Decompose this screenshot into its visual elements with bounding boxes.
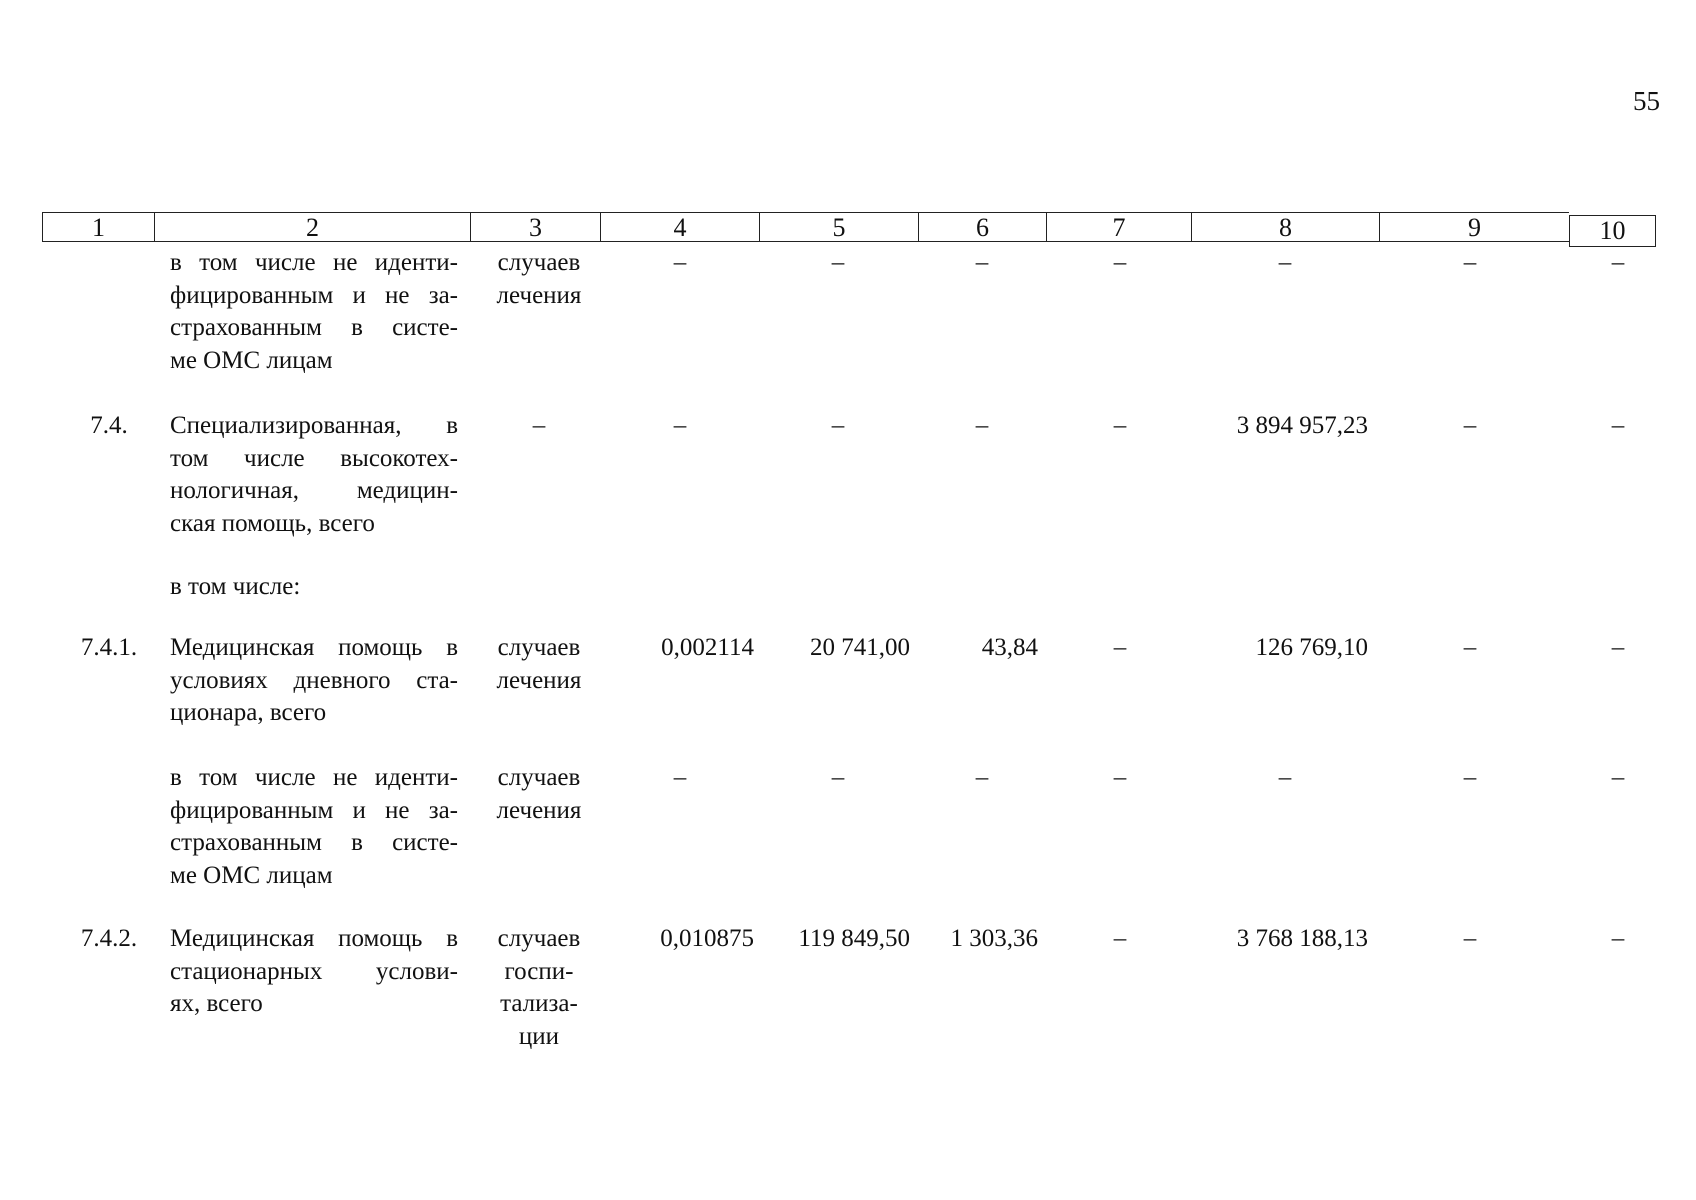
description-line: ская помощь, всего: [170, 509, 375, 537]
header-col-8: 8: [1191, 212, 1379, 242]
description-line: Медицинская помощь в: [170, 634, 458, 661]
cell-col-9: –: [1463, 925, 1477, 952]
cell-col-5: –: [831, 249, 845, 276]
cell-col-10: –: [1611, 925, 1625, 952]
row-description: [170, 410, 458, 540]
cell-col-6: –: [975, 764, 989, 791]
description-line: ме ОМС лицам: [170, 346, 333, 374]
header-col-2: 2: [154, 212, 470, 242]
cell-col-7: –: [1113, 925, 1127, 952]
description-line: страхованным в систе-: [170, 829, 458, 856]
cell-col-6: 1 303,36: [950, 925, 1038, 952]
cell-col-7: –: [1113, 249, 1127, 276]
description-line: фицированным и не за-: [170, 796, 458, 824]
unit-line: случаев: [497, 764, 581, 791]
cell-col-9: –: [1463, 764, 1477, 791]
cell-col-4: –: [673, 249, 687, 276]
description-line: Специализированная, в: [170, 412, 458, 439]
cell-col-7: –: [1113, 764, 1127, 791]
row-description: [170, 571, 458, 604]
header-col-6: 6: [918, 212, 1046, 242]
unit-line: –: [532, 412, 546, 439]
description-line: ме ОМС лицам: [170, 861, 333, 889]
header-col-5: 5: [759, 212, 918, 242]
cell-col-6: –: [975, 249, 989, 276]
description-line: нологичная, медицин-: [170, 477, 458, 504]
unit-line: случаев: [497, 925, 581, 952]
cell-col-9: –: [1463, 249, 1477, 276]
unit-line: лечения: [496, 796, 582, 824]
unit-line: госпи-: [504, 957, 574, 985]
row-unit: [476, 632, 602, 697]
cell-col-9: –: [1463, 634, 1477, 661]
cell-col-10: –: [1611, 412, 1625, 439]
cell-col-9: –: [1463, 412, 1477, 439]
unit-line: случаев: [497, 249, 581, 276]
cell-col-8: –: [1278, 249, 1292, 276]
cell-col-10: –: [1611, 764, 1625, 791]
cell-col-7: –: [1113, 412, 1127, 439]
description-line: том числе высокотех-: [170, 444, 458, 472]
row-number: 7.4.: [90, 412, 128, 439]
header-col-4: 4: [600, 212, 759, 242]
description-line: в том числе не иденти-: [170, 764, 458, 791]
unit-line: лечения: [496, 666, 582, 694]
unit-line: лечения: [496, 281, 582, 309]
row-description: [170, 923, 458, 1021]
row-unit: [476, 247, 602, 312]
cell-col-10: –: [1611, 634, 1625, 661]
cell-col-4: 0,010875: [660, 925, 754, 952]
row-unit: [476, 923, 602, 1053]
header-col-1: 1: [42, 212, 154, 242]
row-unit: [476, 410, 602, 443]
description-line: Медицинская помощь в: [170, 925, 458, 952]
row-number: 7.4.2.: [80, 925, 138, 952]
description-line: фицированным и не за-: [170, 281, 458, 309]
cell-col-6: 43,84: [981, 634, 1038, 661]
cell-col-8: 126 769,10: [1255, 634, 1368, 661]
unit-line: тализа-: [500, 990, 578, 1017]
header-col-7: 7: [1046, 212, 1191, 242]
row-number: 7.4.1.: [80, 634, 138, 661]
row-description: [170, 762, 458, 892]
unit-line: случаев: [497, 634, 581, 661]
row-description: [170, 632, 458, 730]
cell-col-5: 20 741,00: [810, 634, 910, 661]
row-description: [170, 247, 458, 377]
header-col-3: 3: [470, 212, 600, 242]
description-line: условиях дневного ста-: [170, 666, 458, 694]
table-header: [42, 212, 1654, 244]
description-line: в том числе:: [170, 573, 301, 600]
cell-col-8: 3 768 188,13: [1236, 925, 1368, 952]
header-col-10: 10: [1569, 215, 1656, 247]
description-line: страхованным в систе-: [170, 314, 458, 341]
cell-col-8: –: [1278, 764, 1292, 791]
cell-col-5: –: [831, 412, 845, 439]
header-col-9: 9: [1379, 212, 1569, 242]
unit-line: ции: [518, 1022, 560, 1050]
cell-col-4: 0,002114: [661, 634, 754, 661]
cell-col-6: –: [975, 412, 989, 439]
cell-col-7: –: [1113, 634, 1127, 661]
cell-col-10: –: [1611, 249, 1625, 276]
cell-col-5: –: [831, 764, 845, 791]
description-line: стационарных услови-: [170, 957, 458, 985]
cell-col-8: 3 894 957,23: [1236, 412, 1368, 439]
description-line: ционара, всего: [170, 699, 327, 726]
description-line: в том числе не иденти-: [170, 249, 458, 276]
page-number: 55: [1633, 86, 1660, 116]
row-unit: [476, 762, 602, 827]
cell-col-5: 119 849,50: [798, 925, 910, 952]
cell-col-4: –: [673, 412, 687, 439]
description-line: ях, всего: [170, 990, 263, 1017]
cell-col-4: –: [673, 764, 687, 791]
